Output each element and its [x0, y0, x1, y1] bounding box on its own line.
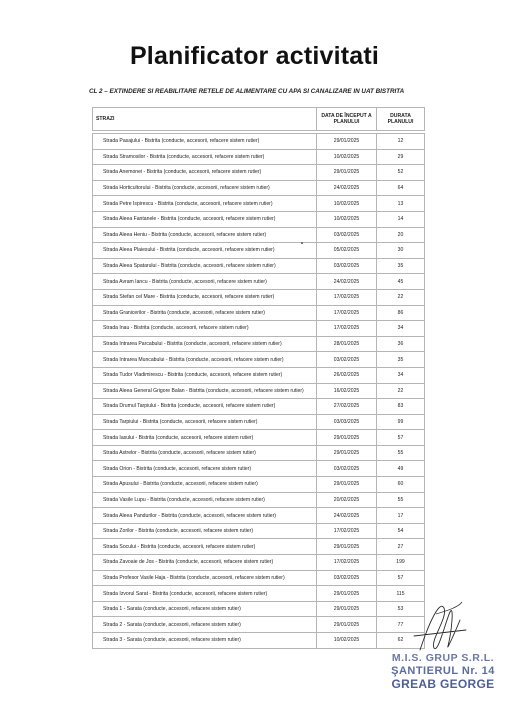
street-cell: Strada Vasile Lupu - Bistrita (conducte, accesorii, refacere sistem rutier) — [93, 492, 317, 508]
start-date-cell: 03/03/2025 — [317, 414, 377, 430]
table-row — [93, 430, 425, 446]
table-row — [93, 289, 425, 305]
start-date-cell: 03/02/2025 — [317, 227, 377, 243]
start-date-cell: 17/02/2025 — [317, 305, 377, 321]
street-cell: Strada Aleea Heniu - Bistrita (conducte, accesorii, refacere sistem rutier) — [93, 227, 317, 243]
table-row — [93, 336, 425, 352]
start-date-cell: 29/01/2025 — [317, 601, 377, 617]
duration-cell: 115 — [377, 586, 425, 602]
table-row — [93, 352, 425, 368]
street-cell: Strada Intrarea Parcabului - Bistrita (conducte, accesorii, refacere sistem rutier) — [93, 336, 317, 352]
column-header-start-date — [317, 108, 377, 131]
column-header-duration — [377, 108, 425, 131]
street-cell: Strada 3 - Sarata (conducte, accesorii, refacere sistem rutier) — [93, 633, 317, 649]
start-date-cell: 05/02/2025 — [317, 243, 377, 259]
stray-mark — [301, 242, 303, 244]
duration-cell: 60 — [377, 477, 425, 493]
duration-cell: 45 — [377, 274, 425, 290]
table-row — [93, 617, 425, 633]
street-cell: Strada Iasului - Bistrita (conducte, accesorii, refacere sistem rutier) — [93, 430, 317, 446]
duration-cell: 12 — [377, 134, 425, 150]
street-cell: Strada Tudor Vladimirescu - Bistrita (conducte, accesorii, refacere sistem rutier) — [93, 367, 317, 383]
table-row — [93, 383, 425, 399]
duration-cell: 54 — [377, 523, 425, 539]
start-date-cell: 03/02/2025 — [317, 352, 377, 368]
activity-plan-table — [92, 107, 425, 649]
start-date-cell: 17/02/2025 — [317, 289, 377, 305]
start-date-cell: 24/02/2025 — [317, 274, 377, 290]
start-date-cell: 29/01/2025 — [317, 445, 377, 461]
duration-cell: 35 — [377, 258, 425, 274]
street-cell: Strada Anemonei - Bistrita (conducte, accesorii, refacere sistem rutier) — [93, 165, 317, 181]
duration-cell: 20 — [377, 227, 425, 243]
street-cell: Strada Drumul Tarpiului - Bistrita (conducte, accesorii, refacere sistem rutier) — [93, 399, 317, 415]
start-date-cell: 17/02/2025 — [317, 555, 377, 571]
table-row — [93, 227, 425, 243]
column-header-start-date-line1: DATA DE ÎNCEPUT A — [321, 112, 372, 119]
duration-cell: 36 — [377, 336, 425, 352]
duration-cell: 34 — [377, 367, 425, 383]
stamp-company-name: M.I.S. GRUP S.R.L. — [391, 652, 495, 664]
table-row — [93, 523, 425, 539]
duration-cell: 57 — [377, 430, 425, 446]
start-date-cell: 29/01/2025 — [317, 165, 377, 181]
duration-cell: 77 — [377, 617, 425, 633]
start-date-cell: 26/02/2025 — [317, 367, 377, 383]
table-row — [93, 461, 425, 477]
stamp-site-number: ŞANTIERUL Nr. 14 — [391, 665, 495, 677]
start-date-cell: 24/02/2025 — [317, 508, 377, 524]
start-date-cell: 03/02/2025 — [317, 461, 377, 477]
start-date-cell: 29/01/2025 — [317, 430, 377, 446]
table-row — [93, 555, 425, 571]
street-cell: Strada Horticultorului - Bistrita (conducte, accesorii, refacere sistem rutier) — [93, 180, 317, 196]
table-row — [93, 321, 425, 337]
start-date-cell: 10/02/2025 — [317, 196, 377, 212]
column-header-start-date-line2: PLANULUI — [333, 119, 360, 125]
stamp-person-name: GREAB GEORGE — [391, 677, 495, 691]
table-row — [93, 274, 425, 290]
street-cell: Strada Granicerilor - Bistrita (conducte, accesorii, refacere sistem rutier) — [93, 305, 317, 321]
street-cell: Strada Stefan cel Mare - Bistrita (conducte, accesorii, refacere sistem rutier) — [93, 289, 317, 305]
start-date-cell: 29/01/2025 — [317, 617, 377, 633]
duration-cell: 86 — [377, 305, 425, 321]
duration-cell: 199 — [377, 555, 425, 571]
start-date-cell: 16/02/2025 — [317, 383, 377, 399]
start-date-cell: 29/01/2025 — [317, 477, 377, 493]
table-row — [93, 414, 425, 430]
table-row — [93, 477, 425, 493]
table-row — [93, 508, 425, 524]
signature-scribble — [400, 590, 470, 660]
table-row — [93, 134, 425, 150]
table-row — [93, 258, 425, 274]
duration-cell: 29 — [377, 149, 425, 165]
street-cell: Strada 2 - Sarata (conducte, accesorii, refacere sistem rutier) — [93, 617, 317, 633]
table-row — [93, 633, 425, 649]
street-cell: Strada Aleea Spatarului - Bistrita (conducte, accesorii, refacere sistem rutier) — [93, 258, 317, 274]
street-cell: Strada Aleea General Grigore Balan - Bistrita (conducte, accesorii, refacere sistem rutier) — [93, 383, 317, 399]
duration-cell: 52 — [377, 165, 425, 181]
start-date-cell: 28/01/2025 — [317, 336, 377, 352]
street-cell: Strada Socului - Bistrita (conducte, accesorii, refacere sistem rutier) — [93, 539, 317, 555]
street-cell: Strada 1 - Sarata (conducte, accesorii, refacere sistem rutier) — [93, 601, 317, 617]
duration-cell: 22 — [377, 383, 425, 399]
duration-cell: 62 — [377, 633, 425, 649]
street-cell: Strada Aleea Fantanele - Bistrita (conducte, accesorii, refacere sistem rutier) — [93, 211, 317, 227]
street-cell: Strada Orion - Bistrita (conducte, accesorii, refacere sistem rutier) — [93, 461, 317, 477]
duration-cell: 27 — [377, 539, 425, 555]
start-date-cell: 29/01/2025 — [317, 586, 377, 602]
table-row — [93, 601, 425, 617]
start-date-cell: 10/02/2025 — [317, 633, 377, 649]
duration-cell: 49 — [377, 461, 425, 477]
street-cell: Strada Intrarea Muncabului - Bistrita (conducte, accesorii, refacere sistem rutier) — [93, 352, 317, 368]
duration-cell: 99 — [377, 414, 425, 430]
table-row — [93, 570, 425, 586]
table-row — [93, 165, 425, 181]
column-header-duration-line2: PLANULUI — [387, 119, 414, 125]
duration-cell: 57 — [377, 570, 425, 586]
street-cell: Strada Profesor Vasile Haja - Bistrita (conducte, accesorii, refacere sistem rutier) — [93, 570, 317, 586]
duration-cell: 55 — [377, 445, 425, 461]
project-subtitle: CL 2 – EXTINDERE SI REABILITARE RETELE DE ALIMENTARE CU APA SI CANALIZARE IN UAT BISTRITA — [89, 88, 405, 95]
duration-cell: 30 — [377, 243, 425, 259]
table-row — [93, 180, 425, 196]
table-row — [93, 445, 425, 461]
start-date-cell: 20/02/2025 — [317, 492, 377, 508]
company-stamp — [383, 652, 503, 691]
street-cell: Strada Astrelor - Bistrita (conducte, accesorii, refacere sistem rutier) — [93, 445, 317, 461]
street-cell: Strada Petre Ispirescu - Bistrita (conducte, accesorii, refacere sistem rutier) — [93, 196, 317, 212]
page-title: Planificator activitati — [129, 42, 380, 70]
table-row — [93, 399, 425, 415]
table-row — [93, 367, 425, 383]
duration-cell: 14 — [377, 211, 425, 227]
street-cell: Strada Aleea Plaiesului - Bistrita (conducte, accesorii, refacere sistem rutier) — [93, 243, 317, 259]
street-cell: Strada Zorilor - Bistrita (conducte, accesorii, refacere sistem rutier) — [93, 523, 317, 539]
start-date-cell: 03/02/2025 — [317, 258, 377, 274]
table-header-row — [93, 108, 425, 131]
duration-cell: 13 — [377, 196, 425, 212]
street-cell: Strada Tarpiului - Bistrita (conducte, accesorii, refacere sistem rutier) — [93, 414, 317, 430]
street-cell: Strada Pasajului - Bistrita (conducte, accesorii, refacere sistem rutier) — [93, 134, 317, 150]
duration-cell: 35 — [377, 352, 425, 368]
duration-cell: 64 — [377, 180, 425, 196]
duration-cell: 55 — [377, 492, 425, 508]
table-row — [93, 539, 425, 555]
start-date-cell: 03/02/2025 — [317, 570, 377, 586]
table-row — [93, 243, 425, 259]
table-row — [93, 492, 425, 508]
start-date-cell: 10/02/2025 — [317, 149, 377, 165]
table-row — [93, 196, 425, 212]
table-body — [93, 134, 425, 649]
street-cell: Strada Stramosilor - Bistrita (conducte, accesorii, refacere sistem rutier) — [93, 149, 317, 165]
column-header-streets: STRAZI — [93, 108, 317, 131]
table-row — [93, 305, 425, 321]
start-date-cell: 10/02/2025 — [317, 211, 377, 227]
duration-cell: 22 — [377, 289, 425, 305]
start-date-cell: 17/02/2025 — [317, 523, 377, 539]
start-date-cell: 17/02/2025 — [317, 321, 377, 337]
start-date-cell: 27/02/2025 — [317, 399, 377, 415]
table-row — [93, 149, 425, 165]
duration-cell: 17 — [377, 508, 425, 524]
street-cell: Strada Zavoaie de Jos - Bistrita (conducte, accesorii, refacere sistem rutier) — [93, 555, 317, 571]
duration-cell: 34 — [377, 321, 425, 337]
column-header-duration-line1: DURATA — [390, 112, 411, 119]
street-cell: Strada Izvorul Sarat - Bistrita (conducte, accesorii, refacere sistem rutier) — [93, 586, 317, 602]
street-cell: Strada Inau - Bistrita (conducte, accesorii, refacere sistem rutier) — [93, 321, 317, 337]
table-row — [93, 586, 425, 602]
start-date-cell: 24/02/2025 — [317, 180, 377, 196]
table-row — [93, 211, 425, 227]
duration-cell: 53 — [377, 601, 425, 617]
duration-cell: 83 — [377, 399, 425, 415]
street-cell: Strada Apusului - Bistrita (conducte, accesorii, refacere sistem rutier) — [93, 477, 317, 493]
start-date-cell: 29/01/2025 — [317, 134, 377, 150]
start-date-cell: 29/01/2025 — [317, 539, 377, 555]
street-cell: Strada Aleea Pandurilor - Bistrita (conducte, accesorii, refacere sistem rutier) — [93, 508, 317, 524]
street-cell: Strada Avram Iancu - Bistrita (conducte, accesorii, refacere sistem rutier) — [93, 274, 317, 290]
